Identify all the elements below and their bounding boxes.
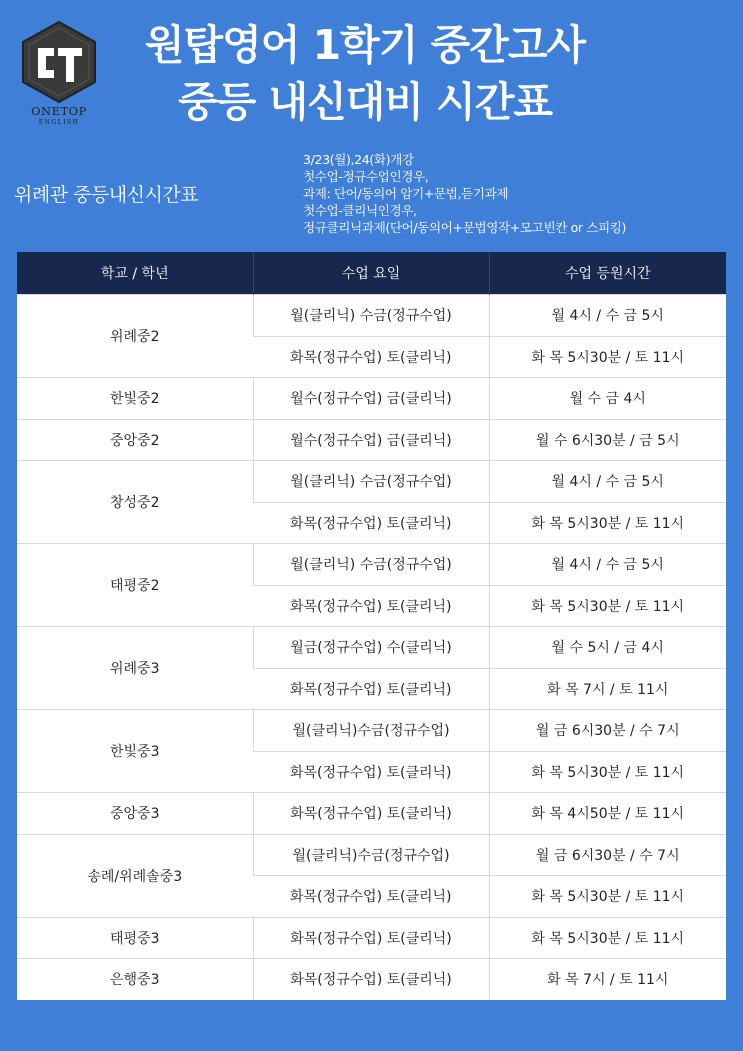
schedule-table [17, 252, 726, 1000]
time-cell: 화 목 5시30분 / 토 11시 [489, 917, 726, 959]
table-body [17, 295, 726, 1000]
days-cell: 월(클리닉) 수금(정규수업) [253, 295, 489, 337]
onetop-logo [16, 18, 102, 136]
table-row [17, 419, 726, 461]
school-cell: 창성중2 [17, 461, 253, 544]
notice-line: 첫수업-클리닉인경우, [303, 203, 417, 218]
table-row [17, 461, 726, 503]
table-header-row [17, 252, 726, 295]
school-cell: 한빛중3 [17, 710, 253, 793]
school-cell: 위례중2 [17, 295, 253, 378]
time-cell: 화 목 7시 / 토 11시 [489, 668, 726, 710]
time-cell: 월 수 6시30분 / 금 5시 [489, 419, 726, 461]
days-cell: 월(클리닉) 수금(정규수업) [253, 544, 489, 586]
days-cell: 월(클리닉)수금(정규수업) [253, 834, 489, 876]
time-cell: 월 금 6시30분 / 수 7시 [489, 710, 726, 752]
school-cell: 중앙중3 [17, 793, 253, 835]
table-row [17, 627, 726, 669]
days-cell: 월(클리닉) 수금(정규수업) [253, 461, 489, 503]
time-cell: 월 금 6시30분 / 수 7시 [489, 834, 726, 876]
time-cell: 월 4시 / 수 금 5시 [489, 544, 726, 586]
time-cell: 화 목 5시30분 / 토 11시 [489, 876, 726, 918]
notice-line: 첫수업-정규수업인경우, [303, 169, 429, 184]
days-cell: 화목(정규수업) 토(클리닉) [253, 668, 489, 710]
days-cell: 화목(정규수업) 토(클리닉) [253, 585, 489, 627]
time-cell: 화 목 4시50분 / 토 11시 [489, 793, 726, 835]
time-cell: 화 목 5시30분 / 토 11시 [489, 336, 726, 378]
days-cell: 월수(정규수업) 금(클리닉) [253, 378, 489, 420]
schedule-table-container [17, 252, 726, 1000]
table-row [17, 295, 726, 337]
table-row [17, 710, 726, 752]
hexagon-logo-icon [16, 18, 102, 104]
notice-line: 과제: 단어/동의어 암기+문법,듣기과제 [303, 186, 509, 201]
school-cell: 은행중3 [17, 959, 253, 1000]
school-cell: 중앙중2 [17, 419, 253, 461]
table-row [17, 917, 726, 959]
logo-name: ONETOP [31, 104, 87, 118]
days-cell: 월금(정규수업) 수(클리닉) [253, 627, 489, 669]
time-cell: 월 4시 / 수 금 5시 [489, 295, 726, 337]
header-school: 학교 / 학년 [17, 252, 253, 295]
notice-line: 정규클리닉과제(단어/동의어+문법영작+모고빈칸 or 스피킹) [303, 220, 627, 235]
logo-subname: ENGLISH [38, 119, 80, 126]
time-cell: 월 4시 / 수 금 5시 [489, 461, 726, 503]
days-cell: 화목(정규수업) 토(클리닉) [253, 917, 489, 959]
school-cell: 송례/위례솔중3 [17, 834, 253, 917]
time-cell: 월 수 금 4시 [489, 378, 726, 420]
header-time: 수업 등원시간 [489, 252, 726, 295]
days-cell: 화목(정규수업) 토(클리닉) [253, 502, 489, 544]
school-cell: 한빛중2 [17, 378, 253, 420]
branch-subtitle: 위례관 중등내신시간표 [14, 184, 199, 206]
table-row [17, 378, 726, 420]
days-cell: 화목(정규수업) 토(클리닉) [253, 793, 489, 835]
time-cell: 화 목 5시30분 / 토 11시 [489, 585, 726, 627]
time-cell: 월 수 5시 / 금 4시 [489, 627, 726, 669]
school-cell: 태평중3 [17, 917, 253, 959]
page-title-line1: 원탑영어 1학기 중간고사 [144, 21, 586, 69]
days-cell: 화목(정규수업) 토(클리닉) [253, 751, 489, 793]
days-cell: 화목(정규수업) 토(클리닉) [253, 876, 489, 918]
header-days: 수업 요일 [253, 252, 489, 295]
school-cell: 태평중2 [17, 544, 253, 627]
notice-block [303, 151, 626, 236]
table-row [17, 793, 726, 835]
table-row [17, 544, 726, 586]
table-row [17, 959, 726, 1000]
time-cell: 화 목 5시30분 / 토 11시 [489, 751, 726, 793]
table-row [17, 834, 726, 876]
school-cell: 위례중3 [17, 627, 253, 710]
page-title-line2: 중등 내신대비 시간표 [177, 78, 552, 126]
notice-line: 3/23(월),24(화)개강 [303, 152, 414, 167]
days-cell: 화목(정규수업) 토(클리닉) [253, 336, 489, 378]
time-cell: 화 목 7시 / 토 11시 [489, 959, 726, 1000]
time-cell: 화 목 5시30분 / 토 11시 [489, 502, 726, 544]
days-cell: 월수(정규수업) 금(클리닉) [253, 419, 489, 461]
days-cell: 월(클리닉)수금(정규수업) [253, 710, 489, 752]
days-cell: 화목(정규수업) 토(클리닉) [253, 959, 489, 1000]
